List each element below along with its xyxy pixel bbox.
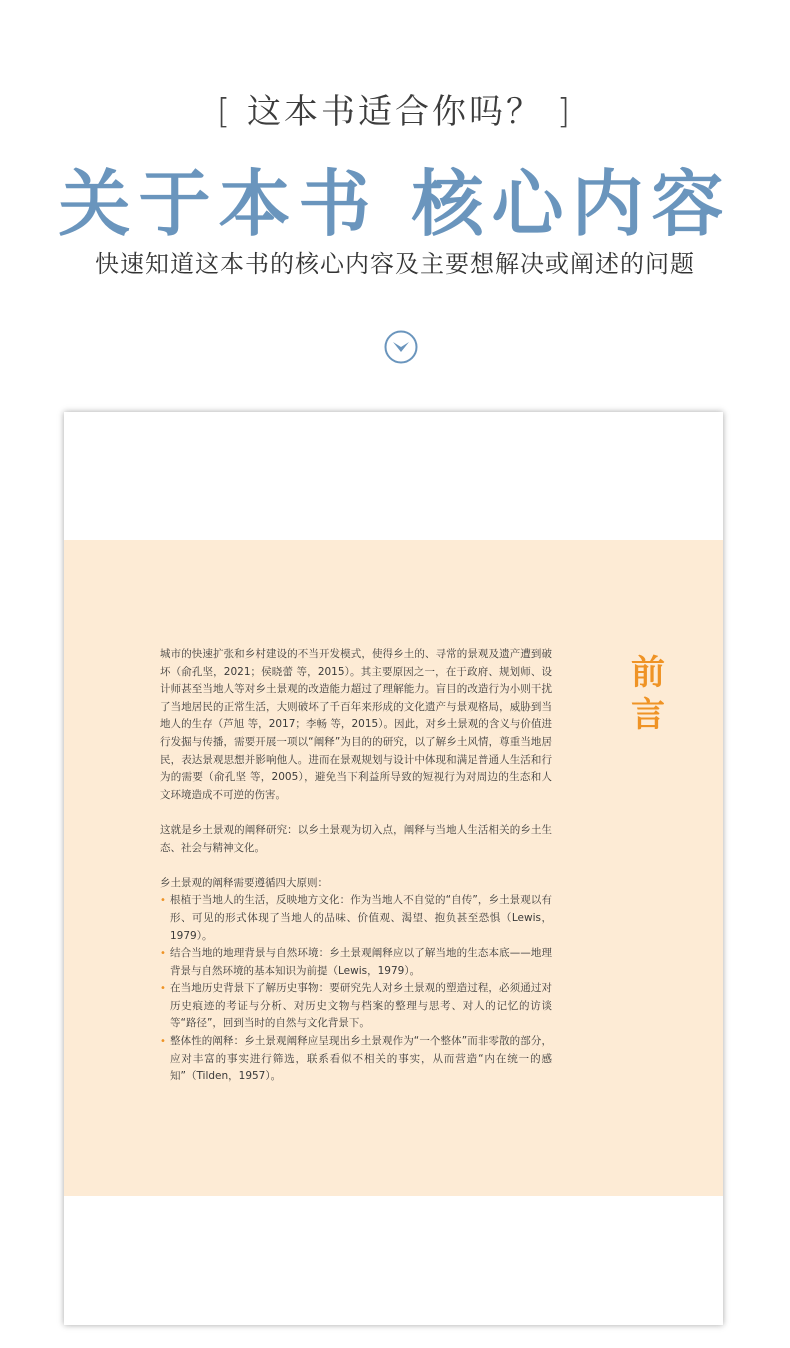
preface-heading [628,652,668,736]
preface-panel [64,540,723,1196]
list-item [160,980,552,1033]
paragraph: 乡土景观的阐释需要遵循四大原则： [160,876,328,889]
book-page-preview [64,412,723,1325]
preface-heading-char: 言 [631,695,665,735]
bullet-icon: • [160,895,166,907]
preface-heading-char: 前 [631,653,665,693]
header-section [0,0,790,400]
subtitle-text: 这本书适合你吗？ [247,92,543,132]
list-item-text: 根植于当地人的生活，反映地方文化：作为当地人不自觉的“自传”，乡土景观以有形、可见的形式体现了当地人的品味、价值观、渴望、抱负甚至恐惧（Lewis，1979）。 [170,894,552,942]
principles-list [160,892,552,1086]
paragraph: 城市的快速扩张和乡村建设的不当开发模式，使得乡土的、寻常的景观及遗产遭到破坏（俞孔坚，2021；侯晓蕾 等，2015）。其主要原因之一，在于政府、规划师、设计师甚至当地人等对乡土景观的改造能力超过了理解能力。盲目的改造行为小则干扰了当地居民的正常生活，大则破坏了千百年来形成的文化遗产与景观格局，威胁到当地人的生存（芦旭 等，2017；李畅 等，2015）。因此，对乡土景观的含义与价值进行发掘与传播，需要开展一项以“阐释”为目的的研究，以了解乡土风情，尊重当地居民，表达景观思想并影响他人。进而在景观规划与设计中体现和满足普通人生活和行为的需要（俞孔坚 等，2005），避免当下利益所导致的短视行为对周边的生态和人文环境造成不可逆的伤害。 [160,648,552,801]
section-description: 快速知道这本书的核心内容及主要想解决或阐述的问题 [95,250,695,278]
preface-body [160,646,552,1086]
paragraph: 这就是乡土景观的阐释研究：以乡土景观为切入点，阐释与当地人生活相关的乡土生态、社会与精神文化。 [160,823,552,854]
list-item [160,945,552,980]
list-item [160,892,552,945]
bullet-icon: • [160,1036,166,1048]
bracket-close: ] [556,92,574,132]
section-subtitle [0,84,790,133]
list-item [160,1033,552,1086]
page-title: 关于本书 核心内容 [58,161,732,246]
bracket-open: [ [216,92,234,132]
bullet-icon: • [160,983,166,995]
list-item-text: 在当地历史背景下了解历史事物：要研究先人对乡土景观的塑造过程，必须通过对历史痕迹的考证与分析、对历史文物与档案的整理与思考、对人的记忆的访谈等“路径”，回到当时的自然与文化背景下。 [170,982,552,1030]
chevron-down-circle-icon [384,330,418,364]
list-item-text: 整体性的阐释：乡土景观阐释应呈现出乡土景观作为“一个整体”而非零散的部分，应对丰富的事实进行筛选，联系看似不相关的事实，从而营造“内在统一的感知”（Tilden，1957）。 [170,1035,552,1083]
list-item-text: 结合当地的地理背景与自然环境：乡土景观阐释应以了解当地的生态本底——地理背景与自然环境的基本知识为前提（Lewis，1979）。 [170,947,552,977]
bullet-icon: • [160,948,166,960]
